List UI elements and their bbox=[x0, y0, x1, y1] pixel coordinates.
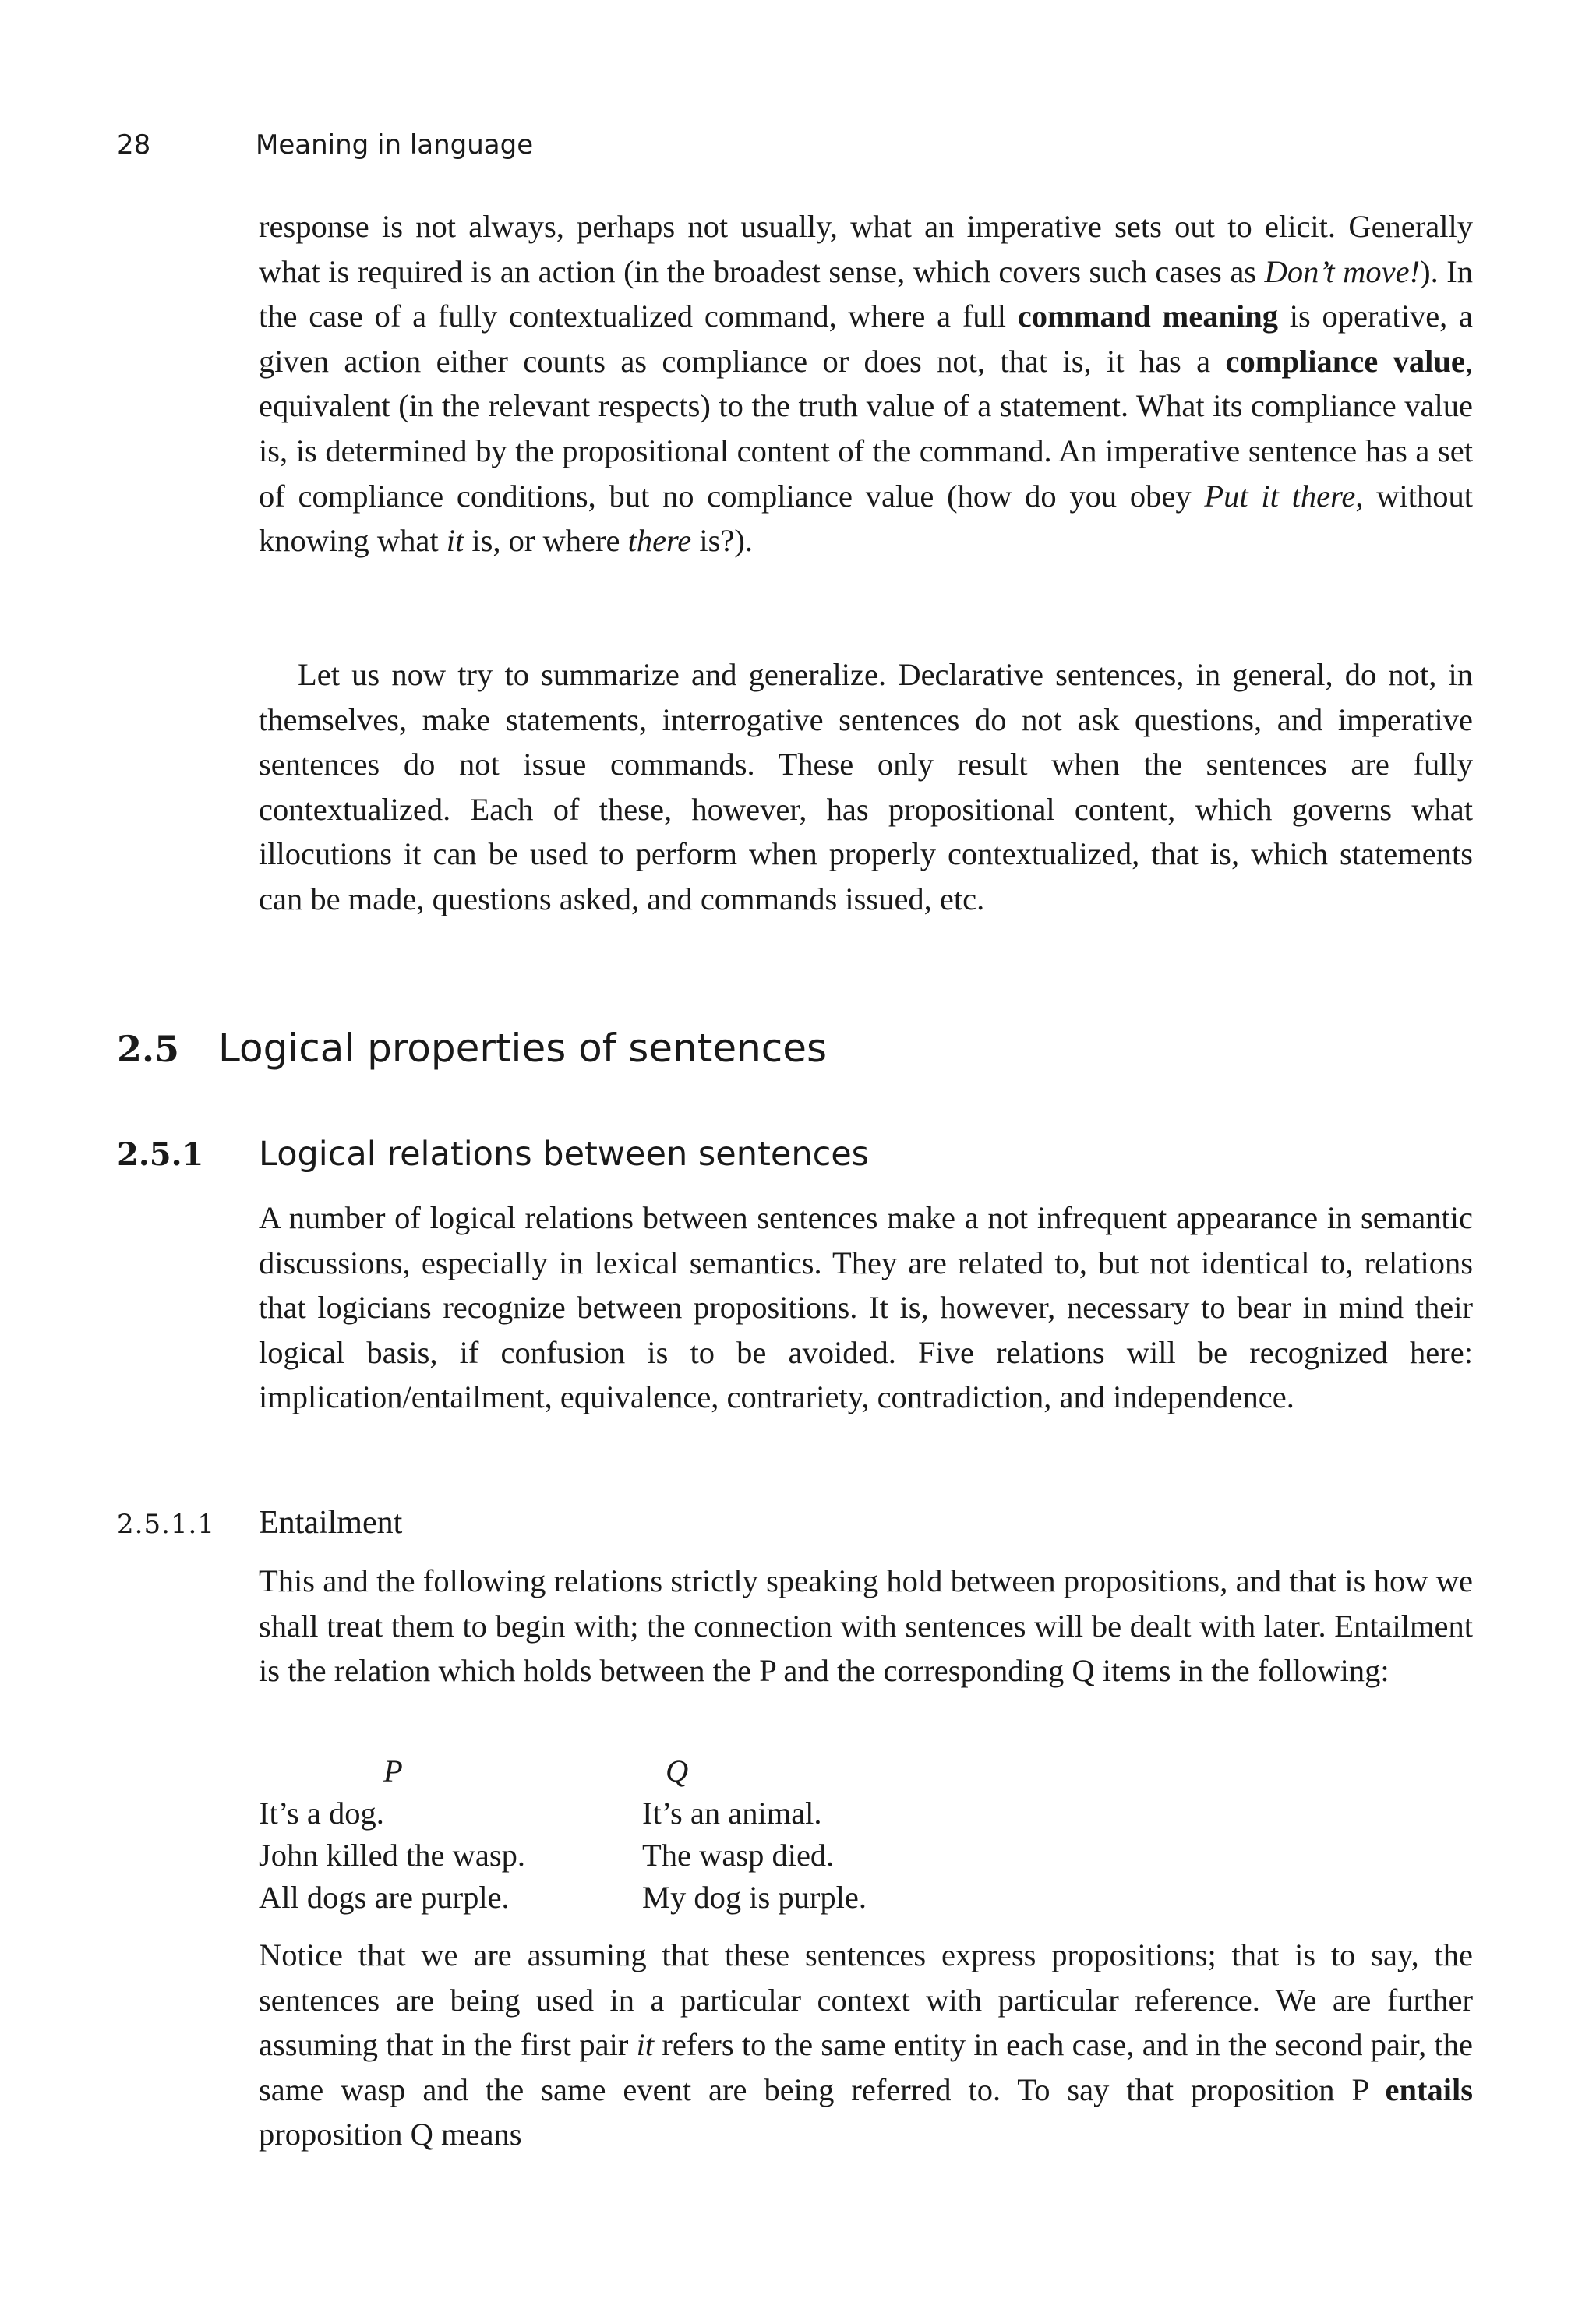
example-p: All dogs are purple. bbox=[259, 1880, 510, 1915]
example-row bbox=[259, 1792, 867, 1835]
section-heading bbox=[117, 1026, 827, 1071]
term-entails: entails bbox=[1385, 2071, 1473, 2107]
section-number: 2.5 bbox=[117, 1028, 180, 1070]
example-q: It’s an animal. bbox=[642, 1796, 822, 1831]
example-table bbox=[259, 1750, 867, 1919]
column-header-p: P bbox=[383, 1753, 403, 1789]
subsubsection-number: 2.5.1.1 bbox=[117, 1509, 215, 1540]
paragraph-summary: Let us now try to summarize and generalize. Declarative sentences, in general, do not, in themselves, make statements, interrogative sentences do not ask questions, and imperative sentences do not issue commands. These only result when the sentences are fully contextualized. Each of these, however, has propositional content, which governs what illocutions it can be used to perform when properly contextualized, that is, which statements can be made, questions asked, and commands issued, etc. bbox=[259, 657, 1473, 916]
paragraph-logical-relations: A number of logical relations between sentences make a not infrequent appearance in semantic discussions, especially in lexical semantics. They are related to, but not identical to, relations that logicians recognize between propositions. It is, however, necessary to bear in mind their logical basis, if confusion is to be avoided. Five relations will be recognized here: implication/entailment, equivalence, contrariety, contradiction, and independence. bbox=[259, 1200, 1473, 1415]
paragraph-entailment-intro: This and the following relations strictly speaking hold between propositions, and that is how we shall treat them to begin with; the connection with sentences will be dealt with later. Entailment is the relation which holds between the P and the corresponding Q items in the following: bbox=[259, 1563, 1473, 1689]
section-title: Logical properties of sentences bbox=[218, 1026, 828, 1071]
example-q: The wasp died. bbox=[642, 1838, 835, 1873]
subsection-title: Logical relations between sentences bbox=[259, 1135, 870, 1174]
running-header bbox=[117, 129, 533, 161]
subsection-heading bbox=[117, 1135, 869, 1174]
example-row bbox=[259, 1877, 867, 1919]
example-p: John killed the wasp. bbox=[259, 1838, 525, 1873]
running-title: Meaning in language bbox=[256, 129, 534, 161]
paragraph-entailment-assumptions: Notice that we are assuming that these sentences express propositions; that is to say, the sentences are being used in a particular context with particular reference. We are further assuming that in the first pair it refers to the same entity in each case, and in the second pair, the same wasp and the same event are being referred to. To say that proposition P entails proposition Q means bbox=[259, 1937, 1473, 2152]
subsection-number: 2.5.1 bbox=[117, 1136, 204, 1173]
example-p: It’s a dog. bbox=[259, 1796, 384, 1831]
subsubsection-title: Entailment bbox=[259, 1505, 403, 1541]
example-header-row bbox=[259, 1750, 867, 1792]
paragraph-imperatives: response is not always, perhaps not usually, what an imperative sets out to elicit. Generally what is required is an action (in the broadest sense, which covers such cases as Don’t move!). In the case of a fully contextualized command, where a full command meaning is operative, a given action either counts as compliance or does not, that is, it has a compliance value, equivalent (in the relevant respects) to the truth value of a statement. What its compliance value is, is determined by the propositional content of the command. An imperative sentence has a set of compliance conditions, but no compliance value (how do you obey Put it there, without knowing what it is, or where there is?). bbox=[259, 209, 1474, 559]
column-header-q: Q bbox=[666, 1753, 689, 1789]
term-command-meaning: command meaning bbox=[1017, 298, 1279, 334]
subsubsection-heading bbox=[117, 1504, 402, 1541]
example-row bbox=[259, 1835, 867, 1877]
example-q: My dog is purple. bbox=[642, 1880, 867, 1915]
page-number: 28 bbox=[117, 129, 151, 161]
term-compliance-value: compliance value bbox=[1225, 343, 1465, 379]
